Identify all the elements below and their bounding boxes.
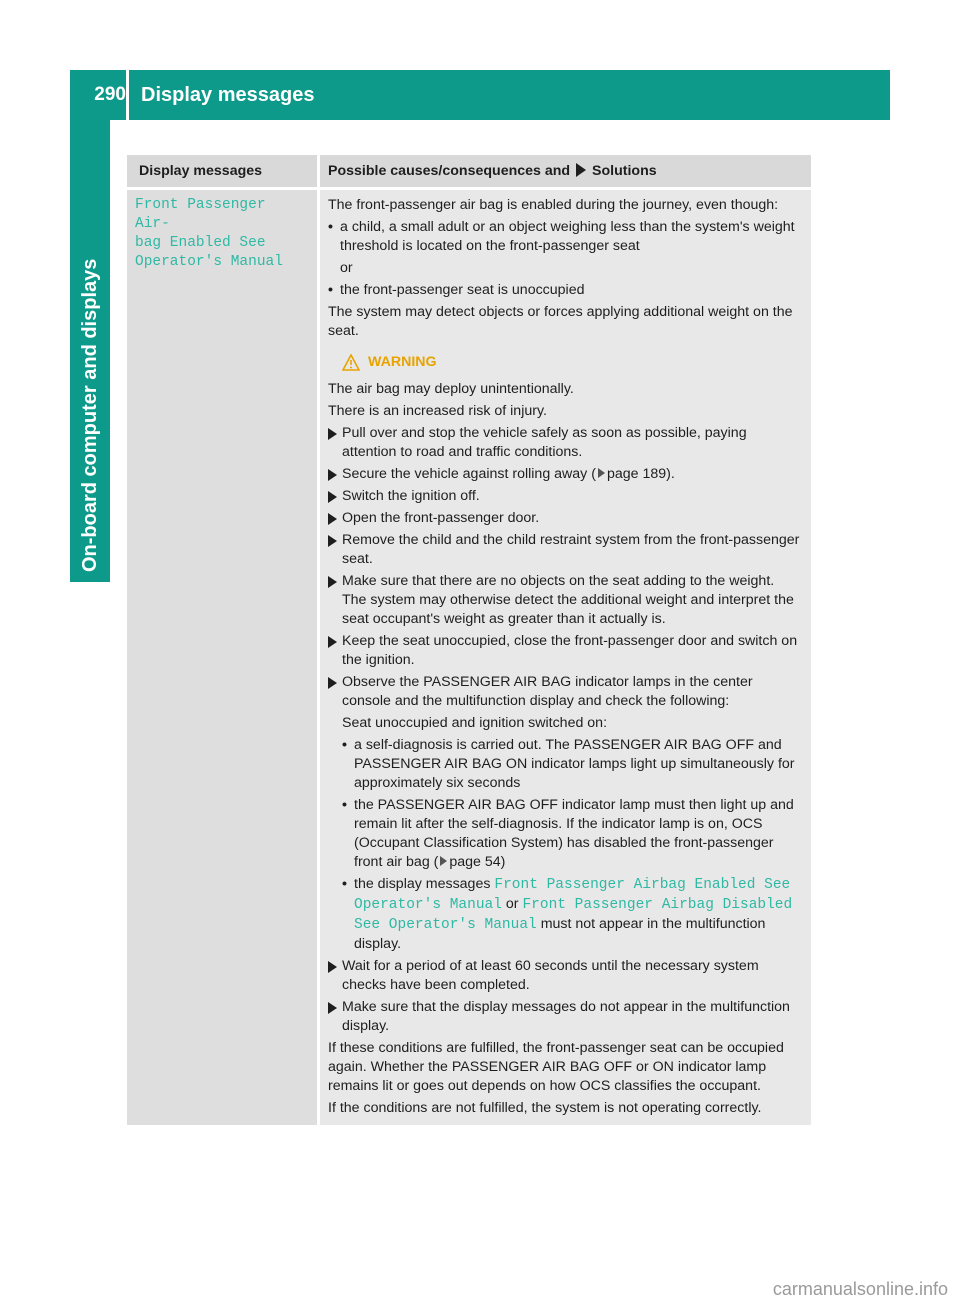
step-arrow-icon [328,576,337,588]
step-arrow-icon [328,636,337,648]
display-message-ref: Front Passenger Airbag Disabled See Operator's Manual [354,897,793,933]
warning-text-1: The air bag may deploy unintentionally. [328,381,574,397]
arrow-icon [576,163,586,177]
warning-triangle-icon [342,354,360,371]
step-arrow-icon [328,1002,337,1014]
step-text: Observe the PASSENGER AIR BAG indicator lamps in the center console and the multifunction display and check the following: [342,674,753,709]
detect-text: The system may detect objects or forces applying additional weight on the seat. [328,304,793,339]
step-item [328,465,803,484]
bullet-item: • a child, a small adult or an object weighing less than the system's weight threshold is located on the front-passenger seat [328,218,803,256]
col-header-causes-text: Possible causes/consequences and [328,162,571,179]
watermark: carmanualsonline.info [772,1279,948,1299]
final-text-2: If the conditions are not fulfilled, the system is not operating correctly. [328,1100,762,1116]
step-item [328,424,803,462]
bullet-item: • a self-diagnosis is carried out. The PASSENGER AIR BAG OFF and PASSENGER AIR BAG ON indicator lamps light up simultaneously for approximately six seconds [342,736,803,793]
step-item [328,487,803,506]
step-item [328,673,803,711]
step-arrow-icon [328,535,337,547]
message-line-3: Operator's Manual [135,254,283,270]
final-text-1: If these conditions are fulfilled, the front-passenger seat can be occupied again. Whether the PASSENGER AIR BAG OFF or ON indicator lamp remains lit or goes out depends on how OCS classifies the occupant. [328,1040,784,1094]
bullet-item [342,796,803,872]
step-text: Make sure that the display messages do not appear in the multifunction display. [342,999,790,1034]
sub-section [328,714,803,954]
step-item [328,572,803,629]
header-divider [126,70,129,120]
warning-heading [342,353,803,372]
warning-label: WARNING [368,354,437,370]
page-number: 290 [94,84,126,105]
step-text: Remove the child and the child restraint system from the front-passenger seat. [342,532,800,567]
step-arrow-icon [328,677,337,689]
page-ref-text[interactable]: page 54) [449,854,506,870]
display-message-ref: Front Passenger Airbag Enabled See Operator's Manual [354,877,791,913]
step-arrow-icon [328,961,337,973]
sub-heading: Seat unoccupied and ignition switched on: [342,715,608,731]
page-title: Display messages [141,83,315,106]
col-header-causes [320,155,811,190]
col-header-solutions-text: Solutions [592,162,657,179]
or-text: or [340,260,353,276]
step-item [328,531,803,569]
step-text: Keep the seat unoccupied, close the front-passenger door and switch on the ignition. [342,633,798,668]
step-text: Wait for a period of at least 60 seconds until the necessary system checks have been completed. [342,958,759,993]
bullet-item [342,875,803,954]
page-ref-icon [440,856,447,866]
step-text: Pull over and stop the vehicle safely as soon as possible, paying attention to road and traffic conditions. [342,425,747,460]
step-text: Switch the ignition off. [342,488,480,504]
step-arrow-icon [328,491,337,503]
intro-text: The front-passenger air bag is enabled during the journey, even though: [328,197,779,213]
table-header-row [127,155,811,190]
step-arrow-icon [328,469,337,481]
step-text: Secure the vehicle against rolling away ( [342,466,596,482]
bullet-text: must not appear in the multifunction display. [354,916,766,952]
section-side-tab [70,120,110,582]
or-text: or [505,896,519,912]
message-cell [127,190,320,1125]
step-item [328,509,803,528]
bullet-item: • the front-passenger seat is unoccupied [328,281,803,300]
page-ref-icon [598,468,605,478]
warning-text-2: There is an increased risk of injury. [328,403,547,419]
causes-cell [320,190,811,1125]
bullet-text: the display messages [354,876,491,892]
side-tab-label: On-board computer and displays [79,258,101,572]
col-header-display-messages: Display messages [127,155,320,190]
message-line-1: Front Passenger Air‐ [135,197,266,232]
step-arrow-icon [328,513,337,525]
display-messages-table [127,155,811,1125]
step-item [328,998,803,1036]
step-item [328,632,803,670]
step-item [328,957,803,995]
step-arrow-icon [328,428,337,440]
step-text: Make sure that there are no objects on the seat adding to the weight. [342,573,775,589]
step-note: The system may otherwise detect the additional weight and interpret the seat occupant's weight as greater than it actually is. [342,592,794,627]
bullet-text: the PASSENGER AIR BAG OFF indicator lamp must then light up and remain lit after the self-diagnosis. If the indicator lamp is on, OCS (Occupant Classification System) has disabled the front-passenger front air bag ( [354,797,794,870]
page-ref-text[interactable]: page 189). [606,466,675,482]
table-row [127,190,811,1125]
step-text: Open the front-passenger door. [342,510,540,526]
page-header [70,70,890,120]
message-line-2: bag Enabled See [135,235,266,251]
